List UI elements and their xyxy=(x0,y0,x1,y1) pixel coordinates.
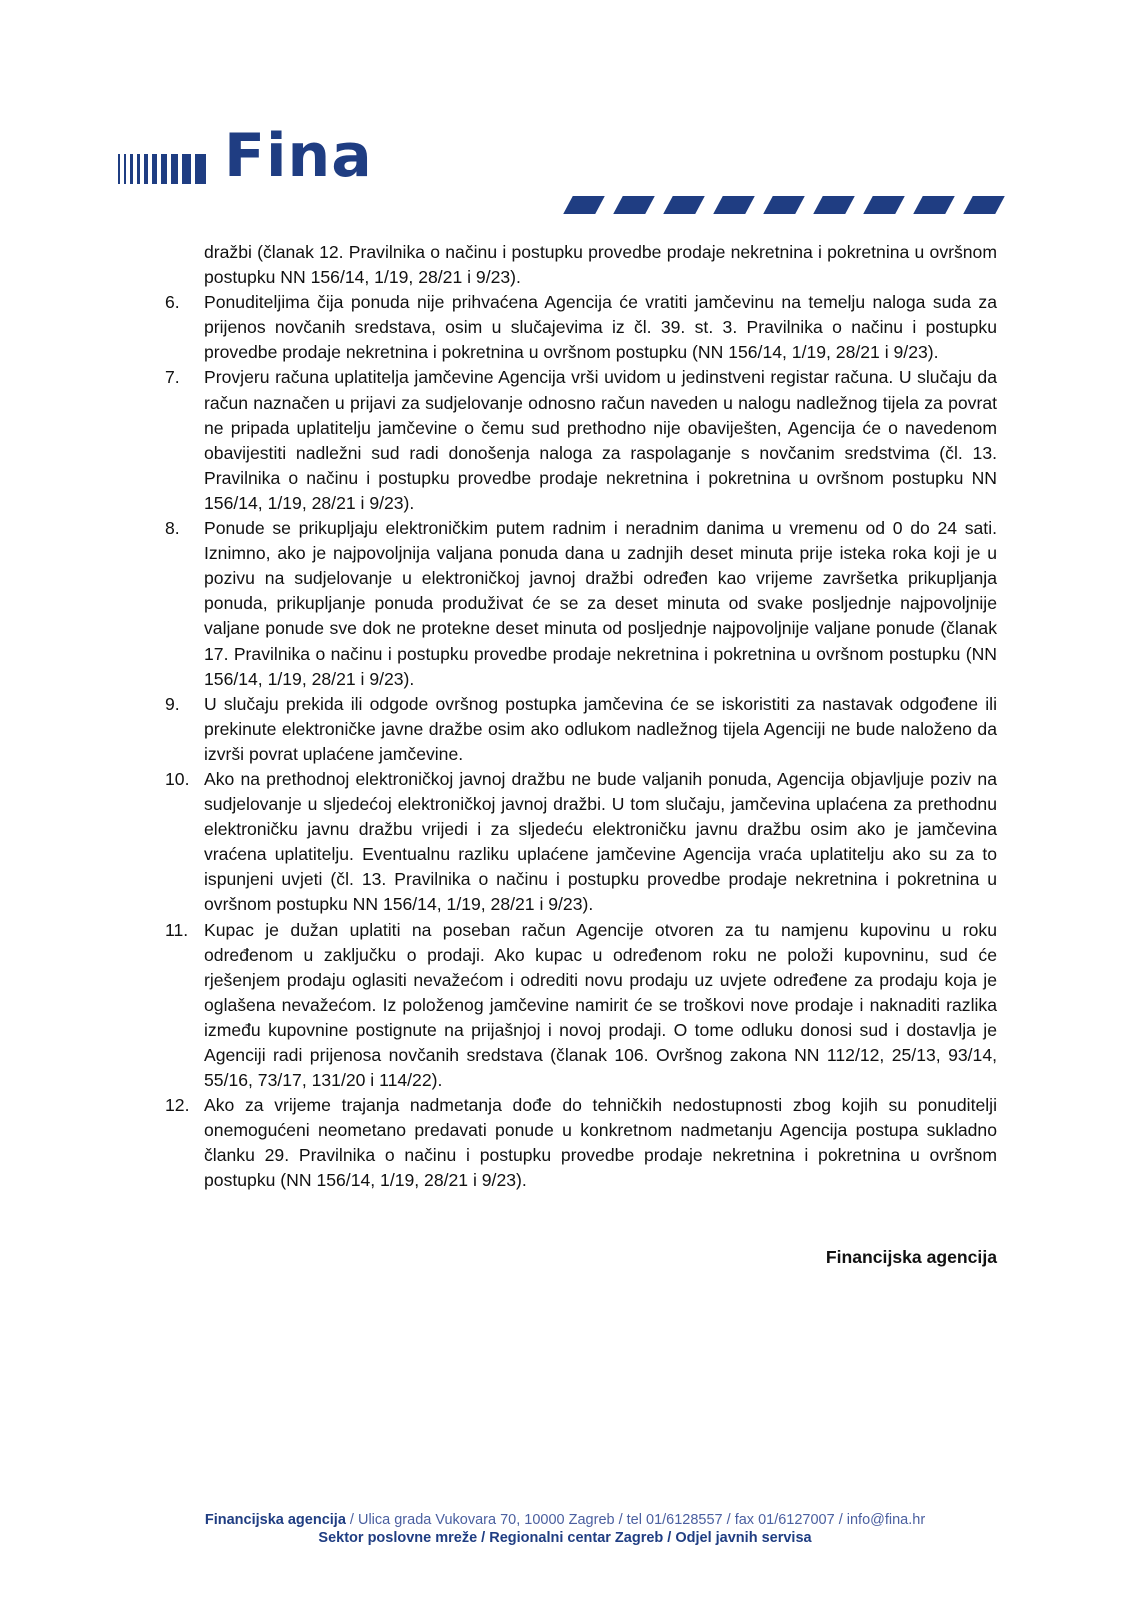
list-item-number: 6. xyxy=(165,292,180,313)
list-item-text: Ako na prethodnoj elektroničkoj javnoj dražbu ne bude valjanih ponuda, Agencija objavljuje poziv na sudjelovanje u sljedećoj elektroničkoj javnoj dražbi. U tom slučaju, jamčevina uplaćena za prethodnu elektroničku javnu dražbu vrijedi i za sljedeću elektroničku javnu dražbu osim ako je jamčevina vraćena uplatitelju. Eventualnu razliku uplaćene jamčevine Agencija vraća uplatitelju ako su za to ispunjeni uvjeti (čl. 13. Pravilnika o načinu i postupku provedbe prodaje nekretnina i pokretnina u ovršnom postupku NN 156/14, 1/19, 28/21 i 9/23). xyxy=(204,768,997,915)
footer-address-line xyxy=(0,1512,1130,1528)
list-item-text: Ponude se prikupljaju elektroničkim putem radnim i neradnim danima u vremenu od 0 do 24 sati. Iznimno, ako je najpovoljnija valjana ponuda dana u zadnjih deset minuta prije isteka roka koji je u pozivu na sudjelovanje u elektroničkoj javnoj dražbi određen kao vrijeme završetka prikupljanja ponuda, prikupljanje ponuda produživat će se za deset minuta od svake posljednje najpovoljnije valjane ponude sve dok ne protekne deset minuta od posljednje najpovoljnije valjane ponude (članak 17. Pravilnika o načinu i postupku provedbe prodaje nekretnina i pokretnina u ovršnom postupku (NN 156/14, 1/19, 28/21 i 9/23). xyxy=(204,518,997,689)
list-item-text: Ponuditeljima čija ponuda nije prihvaćena Agencija će vratiti jamčevinu na temelju naloga suda za prijenos novčanih sredstava, osim u slučajevima iz čl. 39. st. 3. Pravilnika o načinu i postupku provedbe prodaje nekretnina i pokretnina u ovršnom postupku (NN 156/14, 1/19, 28/21 i 9/23). xyxy=(204,292,997,363)
document-body xyxy=(165,240,997,1194)
list-item-text: Ako za vrijeme trajanja nadmetanja dođe do tehničkih nedostupnosti zbog kojih su ponuditelji onemogućeni neometano predavati ponude u konkretnom nadmetanju Agencija postupa sukladno članku 29. Pravilnika o načinu i postupku provedbe prodaje nekretnina i pokretnina u ovršnom postupku (NN 156/14, 1/19, 28/21 i 9/23). xyxy=(204,1095,997,1191)
list-item-10 xyxy=(165,767,997,918)
footer-org-name: Financijska agencija xyxy=(204,1512,346,1528)
signature: Financijska agencija xyxy=(825,1247,997,1267)
list-item-12 xyxy=(165,1093,997,1193)
footer-address: / Ulica grada Vukovara 70, 10000 Zagreb / tel 01/6128557 / fax 01/6127007 / info@fina.hr xyxy=(345,1512,926,1528)
list-item-number: 7. xyxy=(165,367,180,388)
list-item-number: 9. xyxy=(165,693,180,714)
footer-department-line: Sektor poslovne mreže / Regionalni centar Zagreb / Odjel javnih servisa xyxy=(318,1530,812,1546)
list-item-11 xyxy=(165,918,997,1094)
list-item-9 xyxy=(165,692,997,767)
list-item-6 xyxy=(165,290,997,365)
fina-logo xyxy=(118,121,373,191)
list-item-text: Provjeru računa uplatitelja jamčevine Agencija vrši uvidom u jedinstveni registar računa. U slučaju da račun naznačen u prijavi za sudjelovanje odnosno račun naveden u nalogu nadležnog tijela za povrat ne pripada uplatitelju jamčevine o čemu sud prethodno nije obaviješten, Agencija će o navedenom obavijestiti nadležni sud radi donošenja naloga za raspolaganje s novčanim sredstvima (čl. 13. Pravilnika o načinu i postupku provedbe prodaje nekretnina i pokretnina u ovršnom postupku NN 156/14, 1/19, 28/21 i 9/23). xyxy=(204,367,997,513)
list-item-number: 10. xyxy=(165,768,190,789)
list-item-number: 11. xyxy=(165,919,189,940)
list-item-8 xyxy=(165,516,997,692)
logo-bars-graphic xyxy=(118,154,206,184)
paragraph-text: dražbi (članak 12. Pravilnika o načinu i postupku provedbe prodaje nekretnina i pokretnina u ovršnom postupku NN 156/14, 1/19, 28/21 i 9/23). xyxy=(204,242,997,288)
list-item-text: U slučaju prekida ili odgode ovršnog postupka jamčevina će se iskoristiti za nastavak odgođene ili prekinute elektroničke javne dražbe osim ako odlukom nadležnog tijela Agenciji ne bude naloženo da izvrši povrat uplaćene jamčevine. xyxy=(204,693,997,764)
list-item-number: 8. xyxy=(165,518,180,539)
logo-wordmark: Fina xyxy=(224,121,373,191)
list-item-text: Kupac je dužan uplatiti na poseban račun Agencije otvoren za tu namjenu kupovinu u roku određenom u zaključku o prodaji. Ako kupac u određenom roku ne položi kupovninu, sud će rješenjem prodaju oglasiti nevažećom i odrediti novu prodaju uz uvjete određene za prodaju koja je oglašena nevažećom. Iz položenog jamčevine namirit će se troškovi nove prodaje i naknaditi razlika između kupovnine postignute na prijašnjoj i novoj prodaji. O tome odluku donosi sud i dostavlja je Agenciji radi prijenosa novčanih sredstava (članak 106. Ovršnog zakona NN 112/12, 25/13, 93/14, 55/16, 73/17, 131/20 i 114/22). xyxy=(204,919,997,1091)
list-item-number: 12. xyxy=(165,1095,190,1116)
list-item-7 xyxy=(165,365,997,516)
continuation-paragraph xyxy=(165,240,997,290)
header-stripes-decoration xyxy=(568,196,1000,214)
